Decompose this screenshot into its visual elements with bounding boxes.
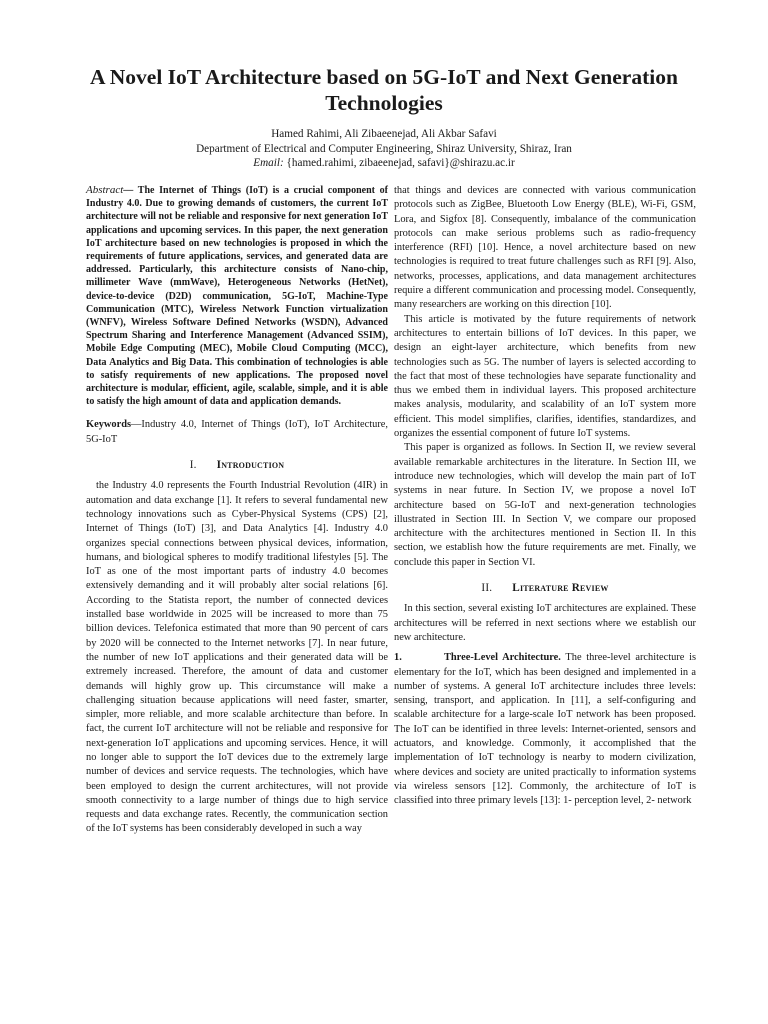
section-heading-literature-review — [394, 581, 696, 595]
author-block — [60, 127, 708, 171]
left-column — [86, 184, 388, 837]
right-column — [394, 184, 696, 808]
section-title: Literature Review — [512, 582, 609, 595]
intro-paragraph-1-continued: that things and devices are connected with various communication protocols such as ZigBee, Bluetooth Low Energy (BLE), Wi-Fi, GSM, Lora, and Sigfox [8]. Consequently, imbalance of the communication protocols can make serious problems such as radio-frequency interference (RFI) [10]. Hence, a novel architecture based on new technologies is required to treat future challenges such as RFI [9]. Also, networks, processes, applications, and data management architectures require a different communication and processing model. Consequently, many researchers are working on this direction [10]. — [394, 185, 696, 311]
intro-paragraph-2: This article is motivated by the future requirements of network architectures to entertain billions of IoT devices. In this paper, we design an eight-layer architecture, which benefits from new technologies such as 5G. The number of layers is selected according to the fact that most of these technologies have separate functionality and thus we embed them in individual layers. This proposed architecture makes analysis, modularity, and scalability of an IoT system more efficient. This model simplifies, clarifies, identifies, standardizes, and organizes the essential component of future IoT systems. — [394, 313, 696, 440]
subsection-number: 1. — [394, 652, 402, 664]
abstract — [86, 184, 388, 408]
section-number: II. — [481, 582, 493, 595]
intro-paragraph-1: the Industry 4.0 represents the Fourth Industrial Revolution (4IR) in automation and data exchange [1]. It refers to several fundamental new technology innovations such as Cyber-Physical Systems (CPS) [2], Internet of Things (IoT) [3], and Data Analytics [4]. Industry 4.0 organizes special connections between physical devices, information, humans, and biological spheres to modify traditional lifestyles [5]. The IoT as one of the most important parts of industry 4.0 becomes extensively demanding and it will probably alter social relations [6]. According to the Statista report, the number of connected devices installed base worldwide in 2025 will be increased to more than 75 billion devices. Telefonica estimated that more than 90 percent of cars by 2020 will be connected to the Internet networks [7]. In near future, the number of new IoT applications and their generated data will be extremely increased. Therefore, the amount of data and customer demands will highly grow up. This circumstance will make a challenging situation because applications will need faster, smarter, simpler, more reliable, and more scalable architecture than before. In fact, the current IoT architecture will not be reliable and responsive for next-generation IoT applications and upcoming services. Hence, it will no longer able to support the IoT devices due to the extremely large number of devices and service requests. The technologies, which have been employed to design the current architectures, will not provide smooth connectivity to a large number of things due to high service requests and data exchange rates. Recently, the communication section of the IoT systems has been considerably developed in such a way — [86, 480, 388, 835]
email-line — [60, 156, 708, 171]
literature-paragraph-1: In this section, several existing IoT architectures are explained. These architectures will be referred in next sections where we establish our new architecture. — [394, 603, 696, 643]
keywords-label: Keywords — [86, 419, 132, 431]
email-address: {hamed.rahimi, zibaeenejad, safavi}@shirazu.ac.ir — [286, 157, 515, 169]
subsection-title: Three-Level Architecture. — [443, 652, 561, 664]
keywords-text: —Industry 4.0, Internet of Things (IoT), IoT Architecture, 5G-IoT — [86, 419, 388, 445]
paper-title: A Novel IoT Architecture based on 5G-IoT and Next Generation Technologies — [90, 65, 678, 115]
section-heading-introduction — [86, 458, 388, 472]
literature-paragraph-2 — [394, 651, 696, 808]
abstract-text: — The Internet of Things (IoT) is a crucial component of Industry 4.0. Due to growing demands of customers, the current IoT architecture will not be reliable and responsive for next generation IoT applications and upcoming services. In this paper, the next generation IoT architecture based on new technologies is proposed in which the requirements of future applications, services, and generated data are addressed. Particularly, this architecture consists of Nano-chip, millimeter Wave (mmWave), Heterogeneous Networks (HetNet), device-to-device (D2D) communication, 5G-IoT, Machine-Type Communication (MTC), Wireless Network Function virtualization (WNFV), Wireless Software Defined Networks (WSDN), Advanced Spectrum Sharing and Interference Management (Advanced SSIM), Mobile Edge Computing (MEC), Mobile Cloud Computing (MCC), Data Analytics and Big Data. This combination of technologies is able to satisfy requirements of new applications. The proposed novel architecture is modular, efficient, agile, scalable, simple, and it is able to satisfy the high amount of data and application demands. — [86, 185, 388, 408]
abstract-label: Abstract — [86, 184, 124, 196]
email-label: Email: — [253, 157, 284, 169]
affiliation: Department of Electrical and Computer Engineering, Shiraz University, Shiraz, Iran — [196, 142, 572, 155]
author-names: Hamed Rahimi, Ali Zibaeenejad, Ali Akbar Safavi — [271, 128, 497, 140]
section-title: Introduction — [216, 459, 285, 472]
subsection-text: The three-level architecture is elementary for the IoT, which has been designed and implemented in a number of systems. A general IoT architecture includes three levels: sensing, transport, and application. In [11], a self-configuring and scalable architecture for a large-scale IoT network has been proposed. The IoT can be identified in three levels: Internet-oriented, sensors and actuators, and knowledge. Commonly, it accomplished that the implementation of IoT technology is nearby to modern civilization, where devices and society are united practically to information systems via wireless sensors [12]. Commonly, the architecture of IoT is classified into three primary levels [13]: 1- perception level, 2- network — [394, 652, 696, 807]
section-number: I. — [189, 459, 197, 472]
intro-paragraph-3: This paper is organized as follows. In Section II, we review several available remarkable architectures in the literature. In Section III, we introduce new technologies, which will develop the main part of IoT systems in near future. In Section IV, we propose a novel IoT architecture based on 5G-IoT and next-generation technologies illustrated in Section III. In Section V, we compare our proposed architecture with the architectures mentioned in Section II. In this section, we establish how the future requirements are met. Finally, we conclude this paper in Section VI. — [394, 442, 696, 568]
keywords — [86, 418, 388, 447]
